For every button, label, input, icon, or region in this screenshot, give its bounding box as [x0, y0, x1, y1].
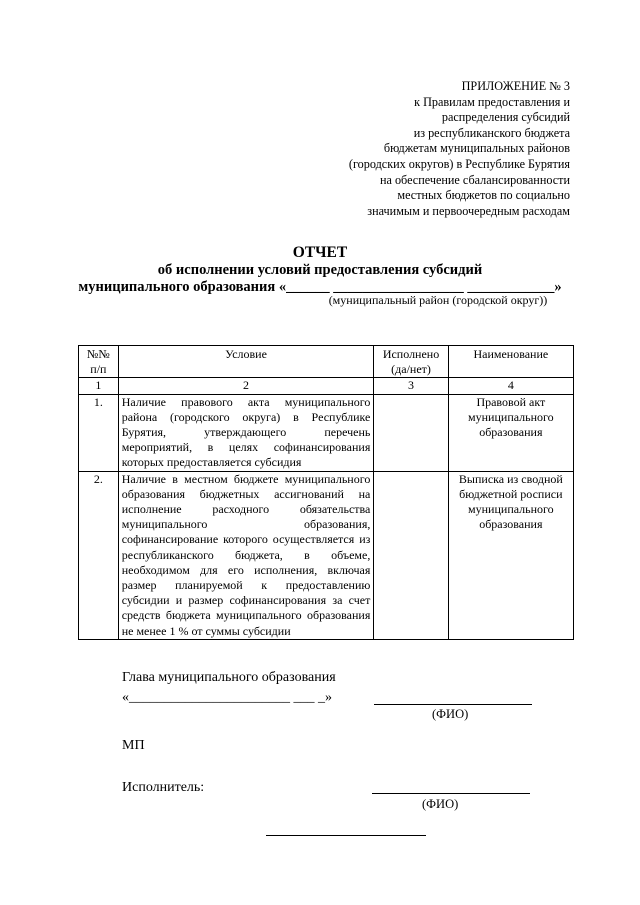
bottom-divider — [266, 835, 426, 836]
appendix-line: бюджетам муниципальных районов — [383, 141, 570, 156]
header-condition: Условие — [118, 346, 374, 378]
executor-signature-line — [372, 793, 530, 794]
index-cell: 2 — [118, 378, 374, 394]
appendix-line: ПРИЛОЖЕНИЕ № 3 — [461, 79, 570, 93]
municipality-caption: (муниципальный район (городской округ)) — [328, 293, 548, 307]
head-signature-line — [374, 704, 532, 705]
row-condition: Наличие в местном бюджете муниципального образования бюджетных ассигнований на исполнение расходного обязательства муниципального образования, софинансирование которого осуществляется из республиканского бюджета, в объеме, необходимом для его исполнения, включая размер планируемой к предоставлению субсидии и размер софинансирования за счет средств бюджета муниципального образования не менее 1 % от суммы субсидии — [118, 471, 374, 639]
row-condition: Наличие правового акта муниципального района (городского округа) в Республике Бурятия, утверждающего перечень мероприятий, в целях софинансирования которых предоставляется субсидия — [118, 394, 374, 471]
fio-label: (ФИО) — [432, 707, 469, 721]
executor-label: Исполнитель: — [122, 780, 205, 795]
appendix-line: (городских округов) в Республике Бурятия — [348, 156, 570, 171]
table-row — [79, 471, 574, 639]
appendix-line: местных бюджетов по социально — [397, 188, 570, 203]
stamp-label: МП — [122, 738, 145, 753]
header-name: Наименование — [448, 346, 573, 378]
report-title — [0, 244, 640, 297]
appendix-line: распределения субсидий — [441, 110, 570, 125]
header-done: Исполнено (да/нет) — [374, 346, 448, 378]
title-line-3: муниципального образования «______ __________________ ____________» — [78, 279, 562, 295]
head-quote-line: «_______________________ ___ _» — [122, 690, 332, 705]
appendix-line: из республиканского бюджета — [413, 125, 570, 140]
index-cell: 1 — [79, 378, 119, 394]
row-done — [374, 394, 448, 471]
row-num: 1. — [79, 394, 119, 471]
index-cell: 4 — [448, 378, 573, 394]
title-line-2: об исполнении условий предоставления субсидий — [157, 261, 483, 278]
row-done — [374, 471, 448, 639]
header-num: №№ п/п — [79, 346, 119, 378]
appendix-line: к Правилам предоставления и — [414, 94, 570, 109]
table-index-row — [79, 378, 574, 394]
appendix-line: значимым и первоочередным расходам — [367, 203, 570, 218]
fio-label: (ФИО) — [422, 797, 459, 811]
row-num: 2. — [79, 471, 119, 639]
appendix-line: на обеспечение сбалансированности — [379, 172, 570, 187]
appendix-header — [270, 79, 570, 219]
title-line-1: ОТЧЕТ — [292, 244, 348, 261]
table-row — [79, 394, 574, 471]
row-name: Правовой акт муниципального образования — [448, 394, 573, 471]
head-title: Глава муниципального образования — [122, 670, 336, 685]
table-header-row — [79, 346, 574, 378]
conditions-table — [78, 345, 574, 640]
row-name: Выписка из сводной бюджетной росписи муниципального образования — [448, 471, 573, 639]
index-cell: 3 — [374, 378, 448, 394]
